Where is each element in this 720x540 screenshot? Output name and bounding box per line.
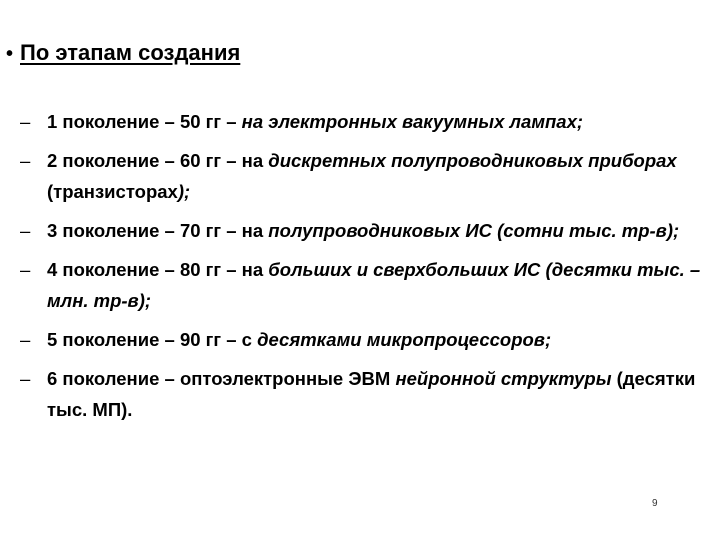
list-item-text [47, 215, 715, 246]
item-plain-text: 2 поколение – 60 гг – на [47, 150, 269, 171]
list-item [20, 145, 715, 207]
dash-marker: – [20, 150, 31, 171]
item-italic-text: полупроводниковых ИС (сотни тыс. тр-в); [268, 220, 680, 241]
heading-bullet: • [6, 43, 14, 65]
item-italic-text: на электронных вакуумных лампах; [241, 111, 584, 132]
item-italic-text: больших и сверхбольших ИС (десятки тыс. – млн. тр-в); [47, 259, 701, 311]
item-italic-text: ); [177, 181, 191, 202]
dash-marker: – [20, 329, 31, 350]
item-plain-text: (десятки тыс. МП). [47, 368, 696, 420]
dash-marker: – [20, 111, 31, 132]
list-item [20, 324, 715, 355]
list-item-text [47, 106, 715, 137]
dash-marker: – [20, 259, 31, 280]
page-number: 9 [652, 498, 658, 509]
item-italic-text: нейронной структуры [395, 368, 612, 389]
slide-heading [6, 38, 240, 69]
list-item-text [47, 145, 715, 207]
list-item-text [47, 254, 715, 316]
item-plain-text: 3 поколение – 70 гг – на [47, 220, 269, 241]
heading-text: По этапам создания [20, 40, 241, 65]
list-item [20, 106, 715, 137]
list-item-text [47, 324, 715, 355]
item-plain-text: 5 поколение – 90 гг – с [47, 329, 258, 350]
dash-marker: – [20, 368, 31, 389]
item-plain-text: 1 поколение – 50 гг – [47, 111, 242, 132]
list-item [20, 215, 715, 246]
list-item [20, 254, 715, 316]
item-italic-text: дискретных полупроводниковых приборах [268, 150, 677, 171]
item-plain-text: 4 поколение – 80 гг – на [47, 259, 269, 280]
generation-list [20, 106, 715, 433]
item-plain-text: (транзисторах [47, 181, 178, 202]
list-item [20, 363, 715, 425]
dash-marker: – [20, 220, 31, 241]
list-item-text [47, 363, 715, 425]
item-italic-text: десятками микропроцессоров; [257, 329, 552, 350]
item-plain-text: 6 поколение – оптоэлектронные ЭВМ [47, 368, 396, 389]
